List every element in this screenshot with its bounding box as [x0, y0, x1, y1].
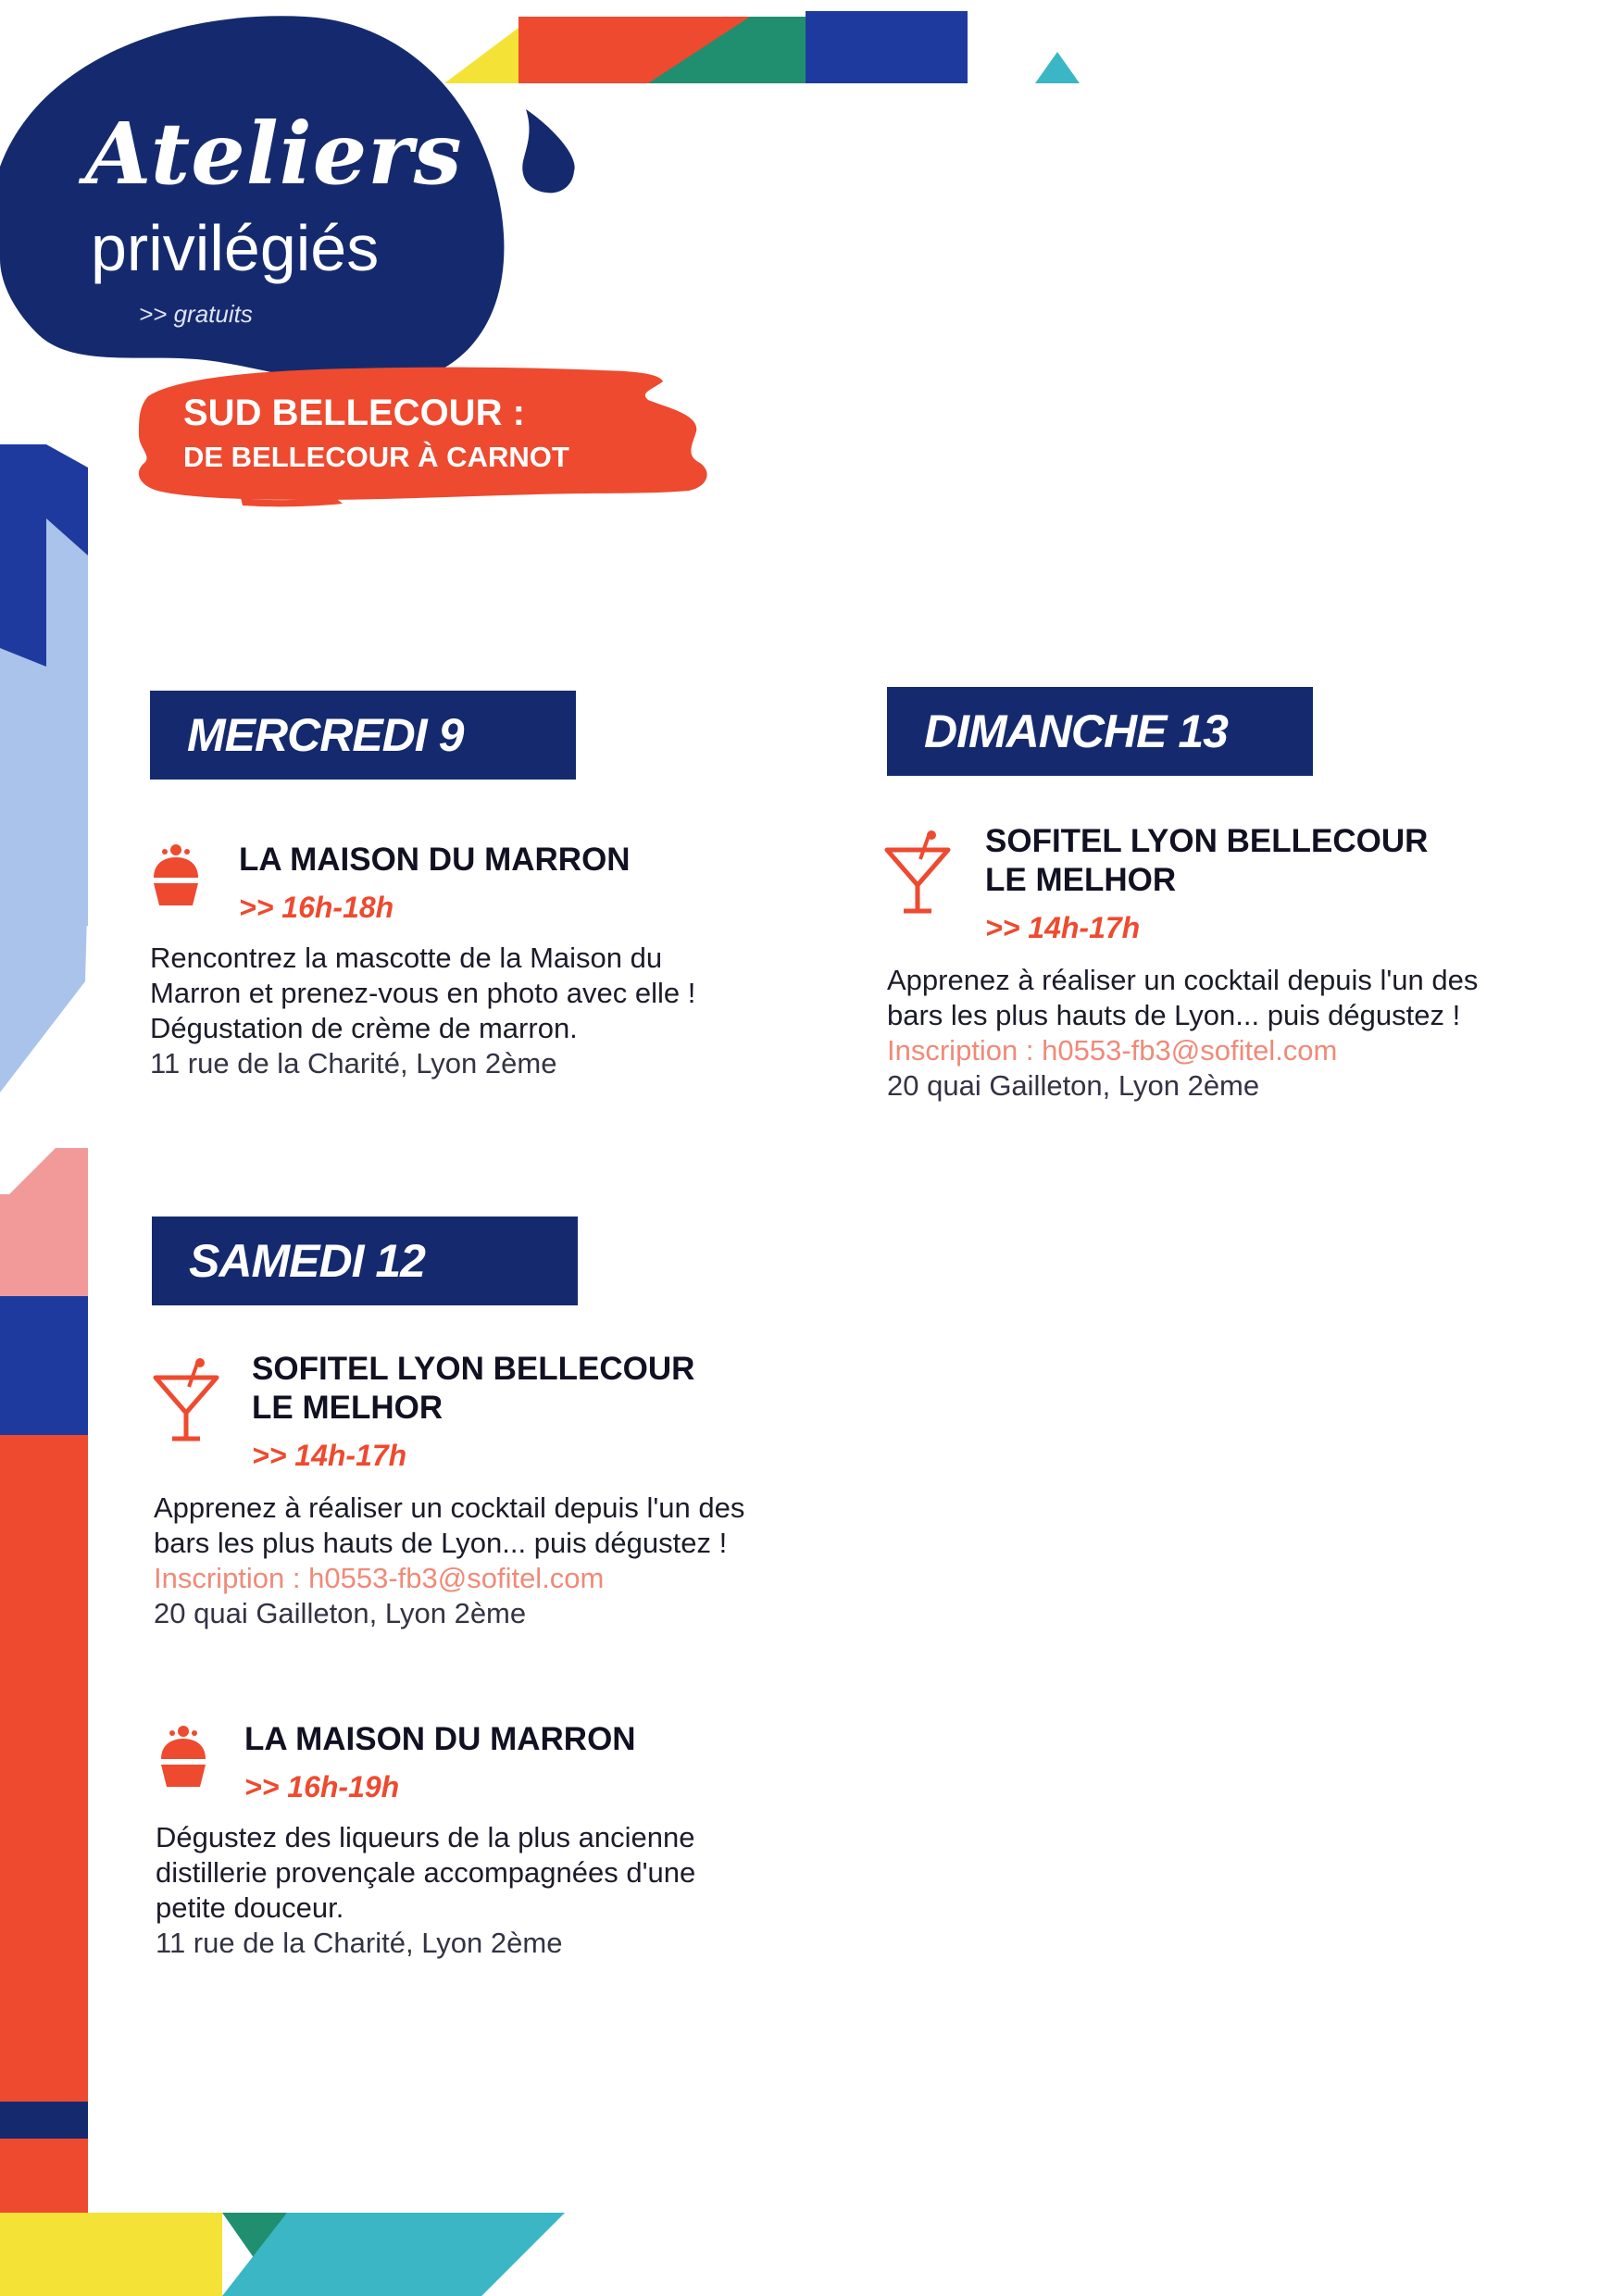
event-description-text: Rencontrez la mascotte de la Maison du Marron et prenez-vous en photo avec elle ! Dégustation de crème de marron. [150, 942, 696, 1044]
zone-title: SUD BELLECOUR : [183, 393, 525, 433]
event-time: >> 16h-19h [244, 1770, 400, 1803]
event-title: SOFITEL LYON BELLECOUR [252, 1351, 695, 1387]
event-title-line2: LE MELHOR [985, 862, 1177, 898]
event-title: LA MAISON DU MARRON [244, 1721, 636, 1757]
event-description [150, 941, 743, 1081]
event-address: 20 quai Gailleton, Lyon 2ème [887, 1069, 1260, 1102]
event-title: LA MAISON DU MARRON [239, 842, 631, 878]
event-description-text: Dégustez des liqueurs de la plus ancienne distillerie provençale accompagnées d'une petite douceur. [156, 1821, 696, 1924]
event-address: 11 rue de la Charité, Lyon 2ème [156, 1927, 563, 1959]
cocktail-icon [883, 830, 952, 915]
event-description [154, 1491, 765, 1631]
free-tag: >> gratuits [139, 300, 253, 328]
event-description [156, 1820, 730, 1961]
cupcake-icon [148, 841, 204, 907]
cupcake-icon [156, 1722, 211, 1789]
event-time: >> 14h-17h [985, 911, 1141, 944]
event-description [887, 963, 1498, 1104]
event-registration-link[interactable]: Inscription : h0553-fb3@sofitel.com [154, 1562, 605, 1594]
day-header-dimanche: DIMANCHE 13 [887, 687, 1313, 776]
event-address: 11 rue de la Charité, Lyon 2ème [150, 1047, 557, 1079]
navy-droplet [522, 109, 574, 193]
event-description-text: Apprenez à réaliser un cocktail depuis l'un des bars les plus hauts de Lyon... puis dégustez ! [887, 964, 1479, 1031]
event-time: >> 16h-18h [239, 891, 394, 924]
event-time: >> 14h-17h [252, 1439, 407, 1472]
page-title: Ateliers [85, 104, 463, 204]
zone-subtitle: DE BELLECOUR À CARNOT [183, 441, 569, 473]
event-title: SOFITEL LYON BELLECOUR [985, 823, 1429, 859]
cocktail-icon [152, 1357, 220, 1442]
top-color-bar [444, 11, 968, 83]
day-header-mercredi: MERCREDI 9 [150, 691, 576, 780]
event-address: 20 quai Gailleton, Lyon 2ème [154, 1597, 527, 1629]
day-header-samedi: SAMEDI 12 [152, 1217, 578, 1305]
event-description-text: Apprenez à réaliser un cocktail depuis l'un des bars les plus hauts de Lyon... puis dégustez ! [154, 1491, 745, 1559]
left-side-stripes [0, 444, 88, 2213]
event-registration-link[interactable]: Inscription : h0553-fb3@sofitel.com [887, 1034, 1338, 1067]
teal-triangle [1035, 52, 1080, 83]
event-title-line2: LE MELHOR [252, 1390, 443, 1426]
bottom-color-bar [0, 2213, 565, 2296]
page-subtitle: privilégiés [91, 212, 380, 284]
